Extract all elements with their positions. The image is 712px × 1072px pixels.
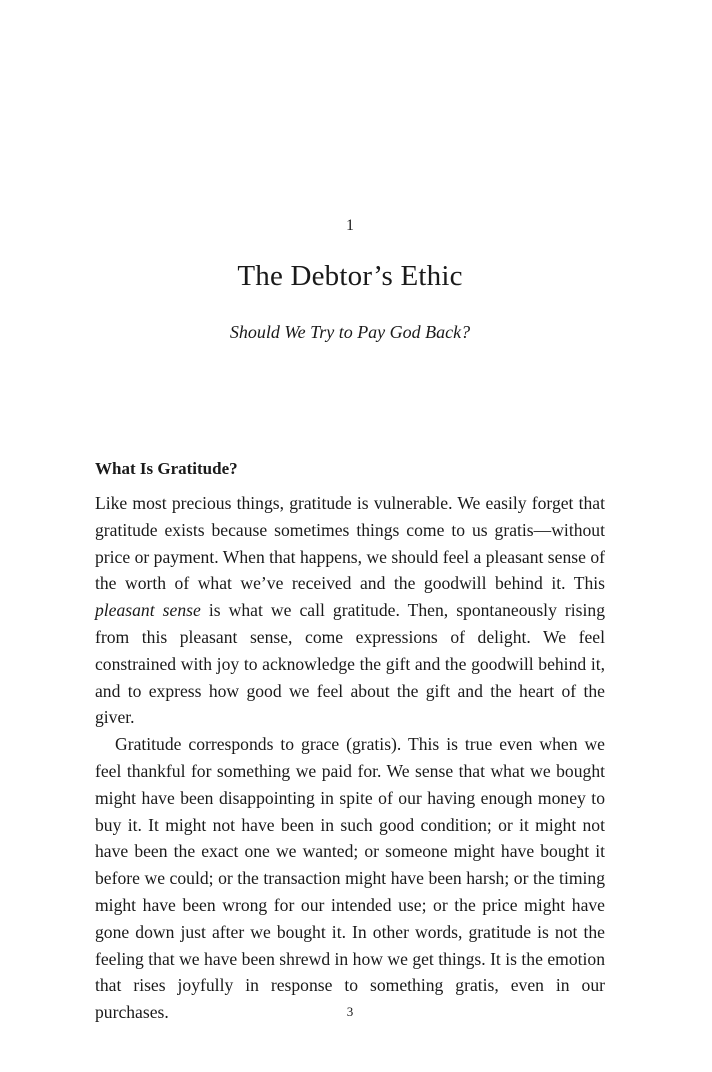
- section-heading: What Is Gratitude?: [95, 459, 238, 478]
- paragraph-1: [95, 490, 605, 731]
- paragraph-2: Gratitude corresponds to grace (gratis). This is true even when we feel thankful for something we paid for. We sense that what we bought might have been disappointing in spite of our having enough money to buy it. It might not have been in such good condition; or it might not have been the exact one we wanted; or someone might have bought it before we could; or the transaction might have been harsh; or the timing might have been wrong for our intended use; or the price might have gone down just after we bought it. In other words, gratitude is not the feeling that we have been shrewd in how we get things. It is the emotion that rises joyfully in response to something gratis, even in our purchases.: [95, 734, 605, 1023]
- paragraph-1-text-a: Like most precious things, gratitude is vulnerable. We easily forget that gratitude exists because sometimes things come to us gratis—without price or payment. When that happens, we should feel a pleasant sense of the worth of what we’ve received and the goodwill behind it. This: [95, 493, 605, 594]
- chapter-subtitle: Should We Try to Pay God Back?: [229, 322, 471, 342]
- body-text: [95, 490, 605, 1026]
- paragraph-1-emphasis: pleasant sense: [95, 600, 201, 621]
- page-number: 3: [346, 1004, 354, 1019]
- paragraph-1-text-b: is what we call gratitude. Then, spontaneously rising from this pleasant sense, come expressions of delight. We feel constrained with joy to acknowledge the gift and the goodwill behind it, and to express how good we feel about the gift and the heart of the giver.: [95, 600, 605, 728]
- chapter-number: 1: [346, 217, 354, 234]
- chapter-title: The Debtor’s Ethic: [237, 260, 463, 292]
